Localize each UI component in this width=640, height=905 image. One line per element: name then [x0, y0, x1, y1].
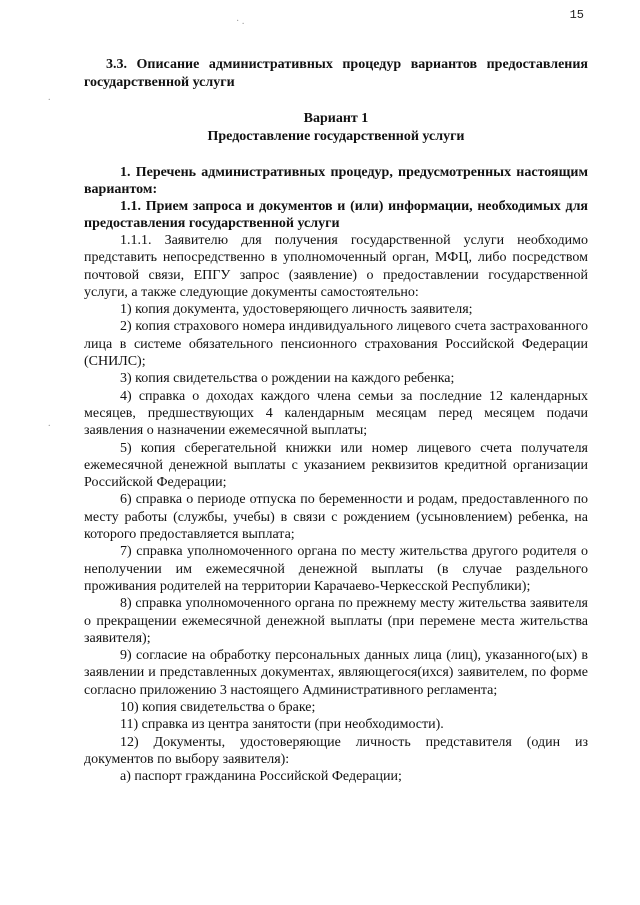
subsection-heading: 1.1. Прием запроса и документов и (или) информации, необходимых для предоставления государственной услуги	[84, 199, 588, 231]
document-body	[84, 56, 588, 786]
document-list-item: 9) согласие на обработку персональных данных лица (лиц), указанного(ых) в заявлении и представленных документах, являющегося(ихся) заявителем, по форме согласно приложению 3 настоящего Административного регламента;	[84, 648, 588, 698]
page-number: 15	[569, 8, 584, 22]
document-list-item: 12) Документы, удостоверяющие личность представителя (один из документов по выбору заявителя):	[84, 734, 588, 767]
document-list-item: 1) копия документа, удостоверяющего личность заявителя;	[120, 302, 473, 318]
variant-subtitle: Предоставление государственной услуги	[207, 129, 465, 144]
document-list-item: 10) копия свидетельства о браке;	[120, 700, 316, 716]
variant-title: Вариант 1	[303, 111, 369, 126]
document-list-item: 8) справка уполномоченного органа по прежнему месту жительства заявителя о прекращении ежемесячной денежной выплаты (при перемене места жительства заявителя);	[84, 596, 588, 646]
intro-paragraph: 1.1.1. Заявителю для получения государственной услуги необходимо представить непосредственно в уполномоченный орган, МФЦ, либо посредством почтовой связи, ЕПГУ запрос (заявление) о предоставлении государственной услуги, а также следующие документы самостоятельно:	[84, 233, 588, 300]
document-list-item: 4) справка о доходах каждого члена семьи за последние 12 календарных месяцев, предшествующих 4 календарным месяцам перед месяцем подачи заявления о назначении ежемесячной выплаты;	[84, 388, 588, 439]
document-list-item: 2) копия страхового номера индивидуального лицевого счета застрахованного лица в системе обязательного пенсионного страхования Российской Федерации (СНИЛС);	[84, 319, 588, 370]
document-list-item: а) паспорт гражданина Российской Федерации;	[120, 769, 402, 785]
scan-artifact: .	[48, 418, 51, 429]
document-list-item: 11) справка из центра занятости (при необходимости).	[120, 717, 444, 733]
document-list-item: 7) справка уполномоченного органа по месту жительства другого родителя о неполучении им ежемесячной денежной выплаты (в случае раздельного проживания родителей на территории Карачаево-Черкесской Республики);	[84, 544, 588, 594]
section-heading: 3.3. Описание административных процедур вариантов предоставления государственной услуги	[84, 57, 588, 90]
scan-artifact: · .	[236, 16, 245, 27]
subsection-heading: 1. Перечень административных процедур, предусмотренных настоящим вариантом:	[84, 165, 588, 197]
document-list-item: 6) справка о периоде отпуска по беременности и родам, предоставленного по месту работы (службы, учебы) в связи с рождением (усыновлением) ребенка, на которого предоставляется выплата;	[84, 492, 588, 543]
scan-artifact: .	[48, 92, 51, 103]
document-list-item: 5) копия сберегательной книжки или номер лицевого счета получателя ежемесячной денежной выплаты с указанием реквизитов кредитной организации Российской Федерации;	[84, 440, 588, 491]
document-list-item: 3) копия свидетельства о рождении на каждого ребенка;	[120, 371, 455, 387]
